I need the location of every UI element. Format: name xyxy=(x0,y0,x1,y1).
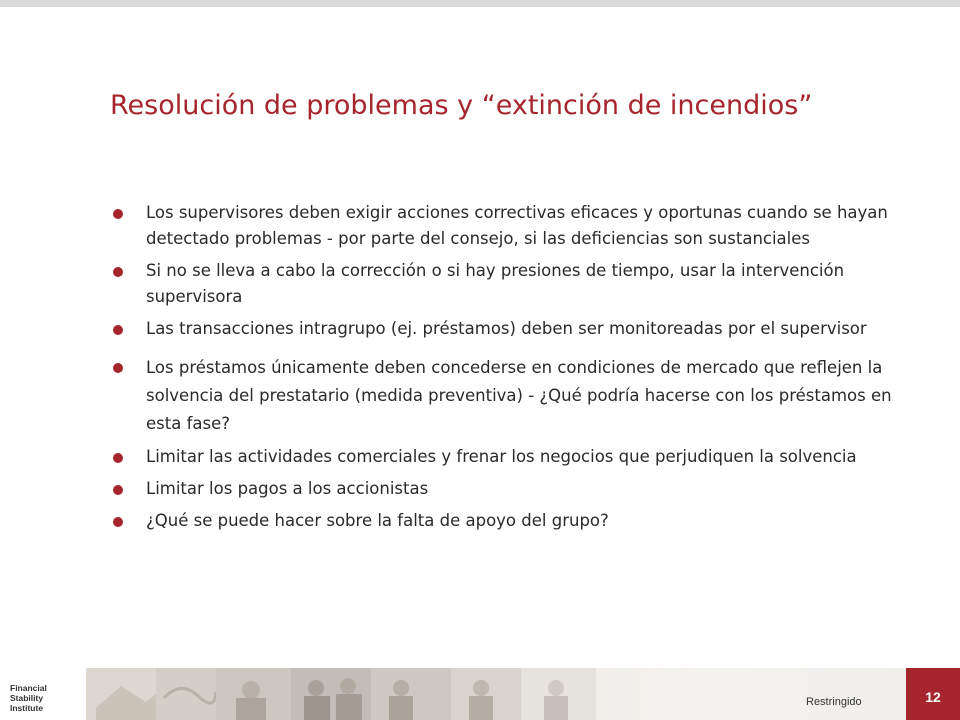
bullet-item xyxy=(110,200,920,252)
bullet-text: Limitar los pagos a los accionistas xyxy=(146,479,429,498)
footer-fade xyxy=(596,668,906,720)
page-number-box xyxy=(906,668,960,720)
bullet-item xyxy=(110,508,920,534)
photo-collage-image xyxy=(86,668,596,720)
bullet-dot-icon xyxy=(113,209,123,219)
page-number: 12 xyxy=(925,689,941,705)
bullet-dot-icon xyxy=(113,325,123,335)
top-bar xyxy=(0,0,960,7)
bullet-dot-icon xyxy=(113,517,123,527)
classification-label: Restringido xyxy=(806,696,862,708)
logo-line: Institute xyxy=(10,703,44,713)
bullet-item xyxy=(110,444,920,470)
logo-line: Financial Stability xyxy=(10,683,47,703)
bullet-dot-icon xyxy=(113,363,123,373)
bullet-item xyxy=(110,354,920,438)
bullet-text: Los préstamos únicamente deben concederse en condiciones de mercado que reflejen la solvencia del prestatario (medida preventiva) - ¿Qué podría hacerse con los préstamos en esta fase? xyxy=(146,358,892,433)
bullet-dot-icon xyxy=(113,485,123,495)
bullet-item xyxy=(110,258,920,310)
bullet-text: Si no se lleva a cabo la corrección o si hay presiones de tiempo, usar la intervención supervisora xyxy=(146,261,845,306)
slide-footer xyxy=(0,668,960,720)
bullet-dot-icon xyxy=(113,453,123,463)
bullet-list xyxy=(110,200,920,540)
photo-strip xyxy=(86,668,596,720)
bullet-text: Los supervisores deben exigir acciones correctivas eficaces y oportunas cuando se hayan detectado problemas - por parte del consejo, si las deficiencias son sustanciales xyxy=(146,203,888,248)
bullet-item xyxy=(110,316,920,342)
bullet-text: Limitar las actividades comerciales y frenar los negocios que perjudiquen la solvencia xyxy=(146,447,857,466)
bullet-dot-icon xyxy=(113,267,123,277)
bullet-text: Las transacciones intragrupo (ej. préstamos) deben ser monitoreadas por el supervisor xyxy=(146,319,867,338)
slide-title: Resolución de problemas y “extinción de incendios” xyxy=(110,90,813,121)
bullet-item xyxy=(110,476,920,502)
bullet-text: ¿Qué se puede hacer sobre la falta de apoyo del grupo? xyxy=(146,511,609,530)
fsi-logo xyxy=(10,683,82,713)
